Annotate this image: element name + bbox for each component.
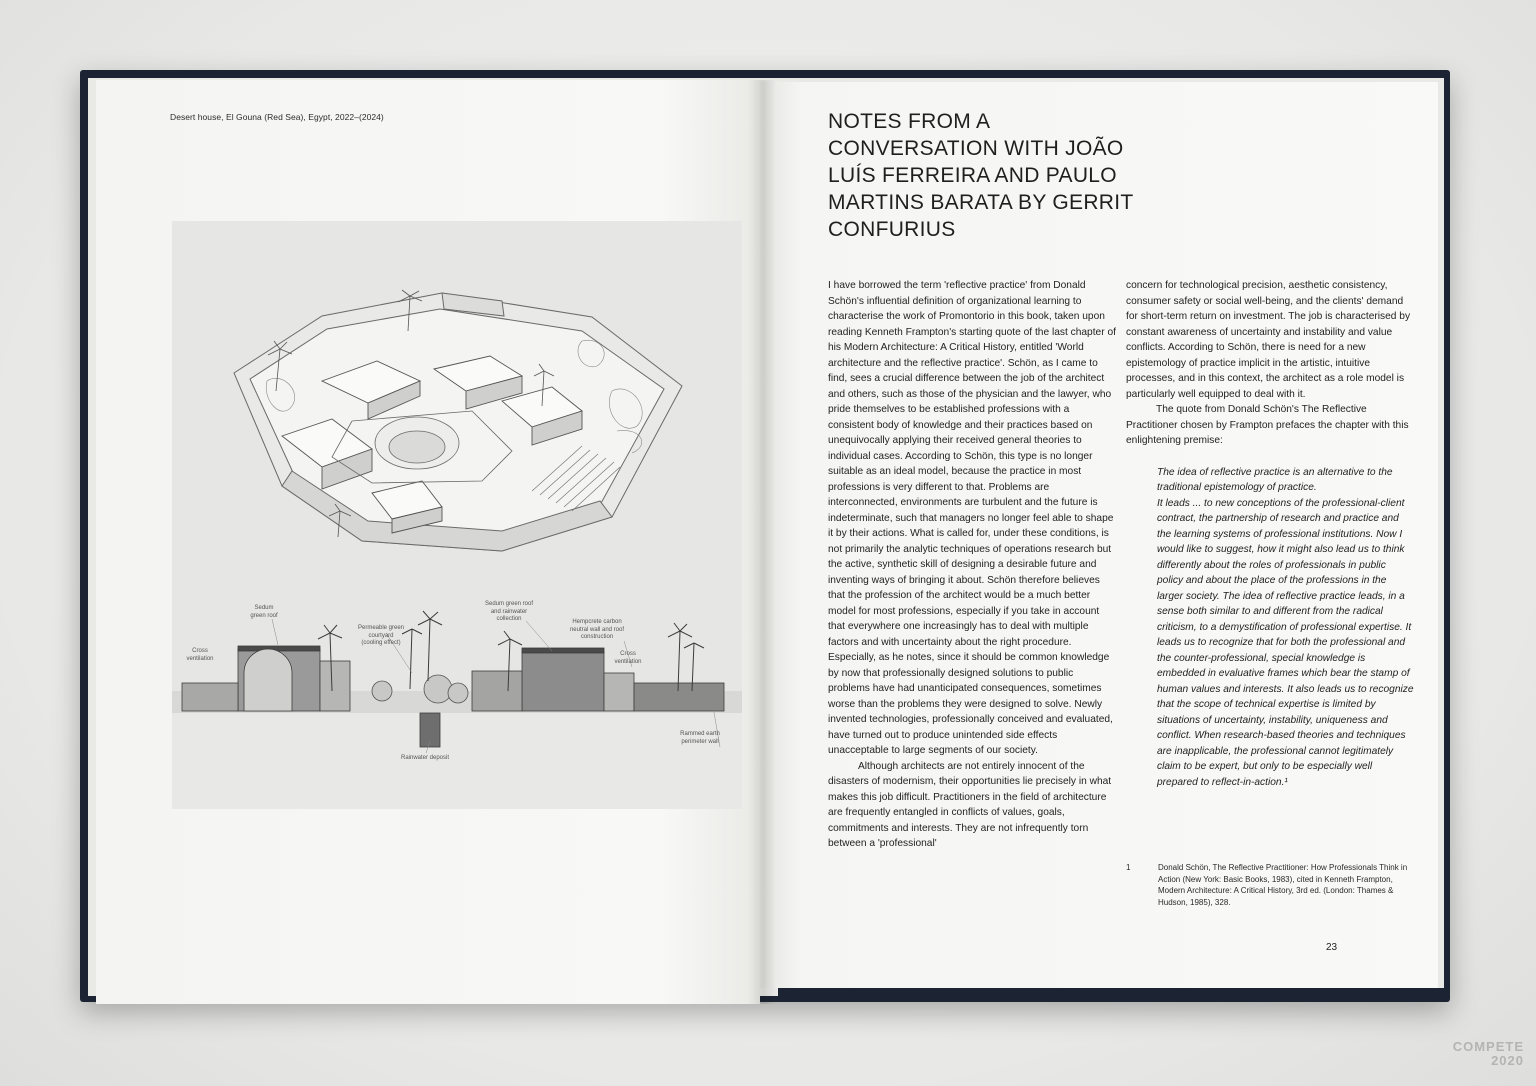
label-sedum-rainwater: Sedum green roof and rainwater collection bbox=[484, 601, 534, 622]
quote-paragraph: It leads ... to new conceptions of the professional-client contract, the partnership of research and practice and the learning systems of professional institutions. Now I would like to suggest, how it might also lead us to think differently about the roles of professionals in public policy and about the place of the professions in the larger society. The idea of reflective practice leads, in a sense both similar to and different from the radical criticism, to a demystification of professional expertise. It leads us to recognize that for both the professional and the counter-professional, special knowledge is embedded in evaluative frames which bear the stamp of human values and interests. It also leads us to recognize that the scope of technical expertise is limited by situations of uncertainty, instability, uniqueness and conflict. When research-based theories and techniques are inapplicable, the professional cannot legitimately claim to be expert, but only to be especially well prepared to reflect-in-action.¹ bbox=[1157, 497, 1414, 788]
body-paragraph: The quote from Donald Schön's The Reflective Practitioner chosen by Frampton prefaces the chapter with this enlightening premise: bbox=[1126, 404, 1409, 446]
body-paragraph: concern for technological precision, aesthetic consistency, consumer safety or social well-being, and the clients' demand for short-term return on investment. The job is characterised by constant awareness of uncertainty and instability and value conflicts. According to Schön, there is need for a new epistemology of practice implicit in the artistic, intuitive processes, and in this context, the architect as a role model is particularly well equipped to deal with it. bbox=[1126, 280, 1411, 400]
left-page bbox=[96, 80, 760, 1004]
right-page bbox=[760, 82, 1438, 988]
watermark-logo bbox=[1438, 1040, 1524, 1068]
axonometric-and-section-drawing bbox=[172, 221, 742, 809]
body-paragraph: I have borrowed the term 'reflective practice' from Donald Schön's influential definition of organizational learning to characterise the work of Promontorio in this book, taken upon reading Kenneth Frampton's starting quote of the last chapter of his Modern Architecture: A Critical History, entitled 'World architecture and the reflective practice'. Schön, as I came to find, sees a crucial difference between the job of the architect and others, such as those of the physician and the lawyer, who pride themselves to be established professions with a consistent body of knowledge and their practices based on unequivocally applying their received general theories to individual cases. According to Schön, this type is no longer suitable as an ideal model, because the practice in most professions is very different to that. Problems are interconnected, environments are turbulent and the future is indeterminate, such that managers no longer feel able to shape it by their actions. What is called for, under these conditions, is not primarily the analytic techniques of operations research but the active, synthetic skill of designing a desirable future and inventing ways of bringing it about. Schön therefore believes that the profession of the architect would be a much better model for most professions, especially if you take in account that everywhere one increasingly has to deal with multiple factors and with uncertainty about the right procedure. Especially, as he notes, since it should be common knowledge by now that professionally designed solutions to public problems have had unanticipated consequences, sometimes worse than the problems they were designed to solve. Newly invented technologies, professionally conceived and evaluated, have turned out to produce unintended side effects unacceptable to large segments of our society. bbox=[828, 280, 1116, 756]
text-column-1 bbox=[828, 278, 1116, 852]
block-quote bbox=[1126, 465, 1414, 791]
label-permeable-courtyard: Permeable green courtyard (cooling effect) bbox=[357, 625, 405, 646]
label-cross-ventilation-left: Cross ventilation bbox=[186, 648, 214, 662]
footnote-number: 1 bbox=[1126, 863, 1131, 872]
label-sedum-green-roof: Sedum green roof bbox=[250, 605, 278, 619]
watermark-line-2: 2020 bbox=[1491, 1053, 1524, 1068]
architectural-drawing bbox=[172, 221, 742, 809]
footnote bbox=[1126, 862, 1416, 908]
page-number: 23 bbox=[1326, 942, 1338, 953]
book-gutter-shadow bbox=[748, 80, 776, 1004]
label-cross-ventilation-right: Cross ventilation bbox=[614, 651, 642, 665]
footnote-text: Donald Schön, The Reflective Practitioner: How Professionals Think in Action (New York: Basic Books, 1983), cited in Kenneth Frampton, Modern Architecture: A Critical History, 3rd ed. (London: Thames & Hudson, 1985), 328. bbox=[1158, 863, 1408, 907]
text-column-2 bbox=[1126, 278, 1414, 790]
label-rainwater-deposit: Rainwater deposit bbox=[400, 755, 450, 761]
label-rammed-earth: Rammed earth perimeter wall bbox=[680, 731, 720, 745]
watermark-line-1: COMPETE bbox=[1452, 1039, 1524, 1054]
running-head: Desert house, El Gouna (Red Sea), Egypt, 2022–(2024) bbox=[170, 112, 384, 122]
body-paragraph: Although architects are not entirely innocent of the disasters of modernism, their opportunities lie precisely in what makes this job difficult. Practitioners in the field of architecture are frequently entangled in conflicts of values, goals, commitments and interests. They are not infrequently torn between a 'professional' bbox=[828, 760, 1112, 849]
label-hempcrete: Hempcrete carbon neutral wall and roof construction bbox=[569, 619, 625, 640]
quote-paragraph: The idea of reflective practice is an alternative to the traditional epistemology of practice. bbox=[1157, 466, 1393, 493]
article-title: NOTES FROM A CONVERSATION WITH JOÃO LUÍS FERREIRA AND PAULO MARTINS BARATA BY GERRIT CONFURIUS bbox=[828, 110, 1134, 241]
